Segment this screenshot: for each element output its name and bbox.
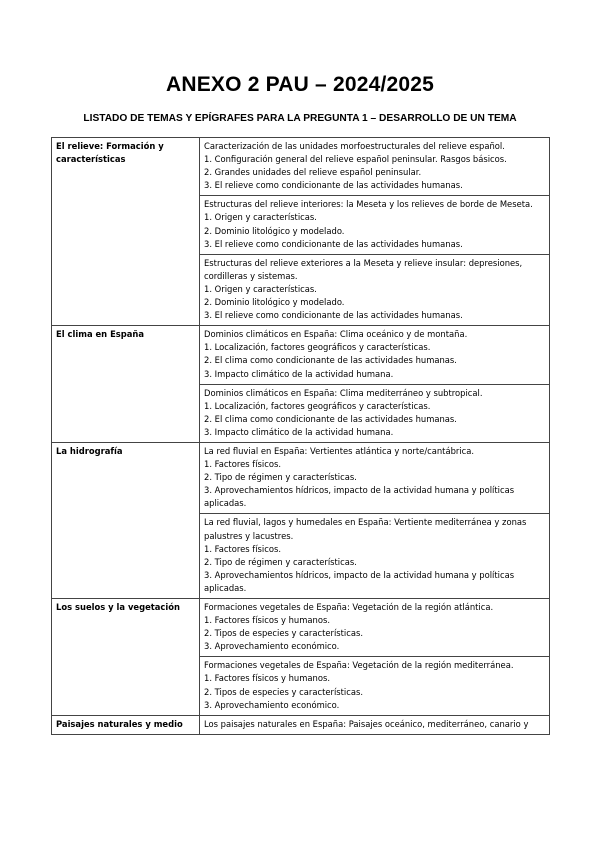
epigraph-item: 1. Localización, factores geográficos y características.	[204, 400, 431, 411]
theme-cell: El relieve: Formación y características	[52, 138, 200, 326]
epigraph-item: 2. Tipo de régimen y características.	[204, 472, 357, 483]
theme-cell: Los suelos y la vegetación	[52, 599, 200, 716]
epigraph-item: 3. Impacto climático de la actividad humana.	[204, 426, 394, 437]
epigraph-heading: La red fluvial, lagos y humedales en España: Vertiente mediterránea y zonas palustres y lacustres.	[204, 517, 527, 541]
table-row	[52, 326, 550, 384]
epigraph-cell	[200, 442, 550, 513]
epigraph-cell	[200, 196, 550, 254]
epigraph-item: 2. Dominio litológico y modelado.	[204, 225, 345, 236]
epigraph-heading: Estructuras del relieve interiores: la Meseta y los relieves de borde de Meseta.	[204, 199, 533, 210]
epigraph-item: 2. Tipos de especies y características.	[204, 628, 364, 639]
epigraph-item: 2. El clima como condicionante de las actividades humanas.	[204, 355, 457, 366]
epigraph-cell	[200, 384, 550, 442]
epigraph-item: 2. Dominio litológico y modelado.	[204, 297, 345, 308]
epigraph-heading: Formaciones vegetales de España: Vegetación de la región atlántica.	[204, 602, 494, 612]
epigraph-item: 2. Tipos de especies y características.	[204, 686, 364, 697]
epigraph-item: 2. Tipo de régimen y características.	[204, 556, 357, 567]
epigraph-item: 1. Factores físicos y humanos.	[204, 673, 330, 684]
epigraph-item: 1. Origen y características.	[204, 283, 317, 294]
table-row	[52, 715, 550, 734]
epigraph-item: 3. Aprovechamientos hídricos, impacto de la actividad humana y políticas aplicadas.	[204, 569, 515, 593]
theme-cell: El clima en España	[52, 326, 200, 443]
epigraph-cell	[200, 514, 550, 599]
topics-table-body	[52, 138, 550, 735]
epigraph-cell	[200, 657, 550, 715]
epigraph-item: 3. Impacto climático de la actividad humana.	[204, 368, 394, 379]
theme-cell: Paisajes naturales y medio	[52, 715, 200, 734]
table-row	[52, 599, 550, 657]
topics-table	[51, 137, 550, 735]
epigraph-heading: Dominios climáticos en España: Clima mediterráneo y subtropical.	[204, 387, 483, 398]
epigraph-heading: Formaciones vegetales de España: Vegetación de la región mediterránea.	[204, 660, 514, 671]
epigraph-item: 1. Factores físicos.	[204, 459, 282, 470]
epigraph-item: 2. Grandes unidades del relieve español peninsular.	[204, 167, 422, 178]
epigraph-heading: La red fluvial en España: Vertientes atlántica y norte/cantábrica.	[204, 445, 475, 456]
epigraph-item: 2. El clima como condicionante de las actividades humanas.	[204, 413, 457, 424]
document-subtitle: LISTADO DE TEMAS Y EPÍGRAFES PARA LA PREGUNTA 1 – DESARROLLO DE UN TEMA	[83, 113, 517, 124]
epigraph-item: 3. Aprovechamiento económico.	[204, 641, 340, 652]
epigraph-cell	[200, 599, 550, 657]
table-row	[52, 442, 550, 513]
epigraph-cell	[200, 254, 550, 325]
epigraph-item: 1. Configuración general del relieve español peninsular. Rasgos básicos.	[204, 154, 507, 165]
theme-cell: La hidrografía	[52, 442, 200, 598]
epigraph-item: 3. Aprovechamiento económico.	[204, 699, 340, 710]
epigraph-cell	[200, 138, 550, 196]
epigraph-heading: Los paisajes naturales en España: Paisajes oceánico, mediterráneo, canario y	[204, 718, 529, 729]
epigraph-item: 1. Localización, factores geográficos y características.	[204, 342, 431, 353]
epigraph-item: 1. Factores físicos y humanos.	[204, 615, 330, 626]
epigraph-cell	[200, 326, 550, 384]
table-row	[52, 138, 550, 196]
epigraph-item: 1. Origen y características.	[204, 212, 317, 223]
epigraph-item: 3. El relieve como condicionante de las actividades humanas.	[204, 238, 463, 249]
epigraph-item: 3. El relieve como condicionante de las actividades humanas.	[204, 310, 463, 321]
epigraph-item: 3. El relieve como condicionante de las actividades humanas.	[204, 180, 463, 191]
epigraph-item: 3. Aprovechamientos hídricos, impacto de la actividad humana y políticas aplicadas.	[204, 485, 515, 509]
epigraph-cell	[200, 715, 550, 734]
epigraph-heading: Caracterización de las unidades morfoestructurales del relieve español.	[204, 141, 505, 151]
epigraph-heading: Dominios climáticos en España: Clima oceánico y de montaña.	[204, 329, 468, 340]
document-title: ANEXO 2 PAU – 2024/2025	[165, 73, 435, 96]
epigraph-heading: Estructuras del relieve exteriores a la Meseta y relieve insular: depresiones, cordilleras y sistemas.	[204, 257, 523, 281]
epigraph-item: 1. Factores físicos.	[204, 543, 282, 554]
